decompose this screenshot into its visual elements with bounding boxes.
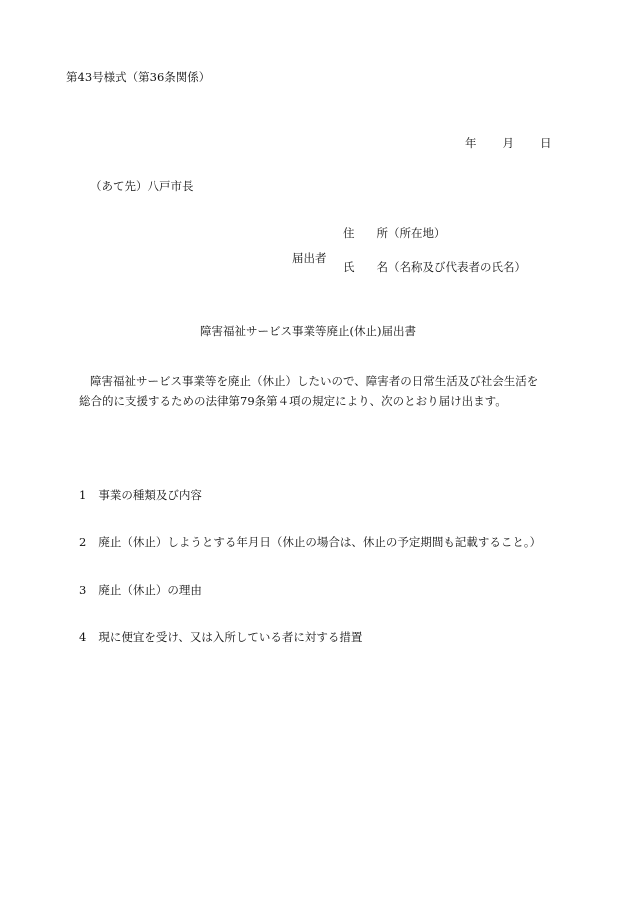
item-text: 廃止（休止）の理由 [98, 583, 202, 597]
date-month-label: 月 [502, 136, 514, 150]
body-text-line-1: 障害福祉サービス事業等を廃止（休止）したいので、障害者の日常生活及び社会生活を [90, 374, 539, 388]
date-day-label: 日 [540, 136, 552, 150]
notifier-label: 届出者 [292, 251, 327, 265]
addressee: （あて先）八戸市長 [90, 179, 194, 193]
list-item [79, 537, 541, 549]
name-label-part1: 氏 [343, 260, 355, 274]
item-text: 現に便宜を受け、又は入所している者に対する措置 [98, 630, 363, 644]
body-text-line-2: 総合的に支援するための法律第79条第４項の規定により、次のとおり届け出ます。 [79, 394, 507, 408]
list-item [79, 585, 202, 597]
name-line [343, 262, 526, 274]
name-label-part2: 名（名称及び代表者の氏名） [376, 260, 526, 274]
address-label-part1: 住 [343, 226, 355, 240]
item-number: 2 [79, 535, 87, 549]
list-item [79, 632, 362, 644]
item-number: 4 [79, 630, 87, 644]
date-line [465, 138, 552, 150]
date-year-label: 年 [465, 136, 477, 150]
address-line [343, 228, 446, 240]
item-text: 廃止（休止）しようとする年月日（休止の場合は、休止の予定期間も記載すること。） [98, 535, 542, 549]
form-number: 第43号様式（第36条関係） [66, 70, 211, 84]
address-label-part2: 所（所在地） [376, 226, 446, 240]
document-title: 障害福祉サービス事業等廃止(休止)届出書 [200, 324, 416, 338]
list-item [79, 490, 202, 502]
item-number: 3 [79, 583, 87, 597]
item-number: 1 [79, 488, 87, 502]
item-text: 事業の種類及び内容 [98, 488, 202, 502]
